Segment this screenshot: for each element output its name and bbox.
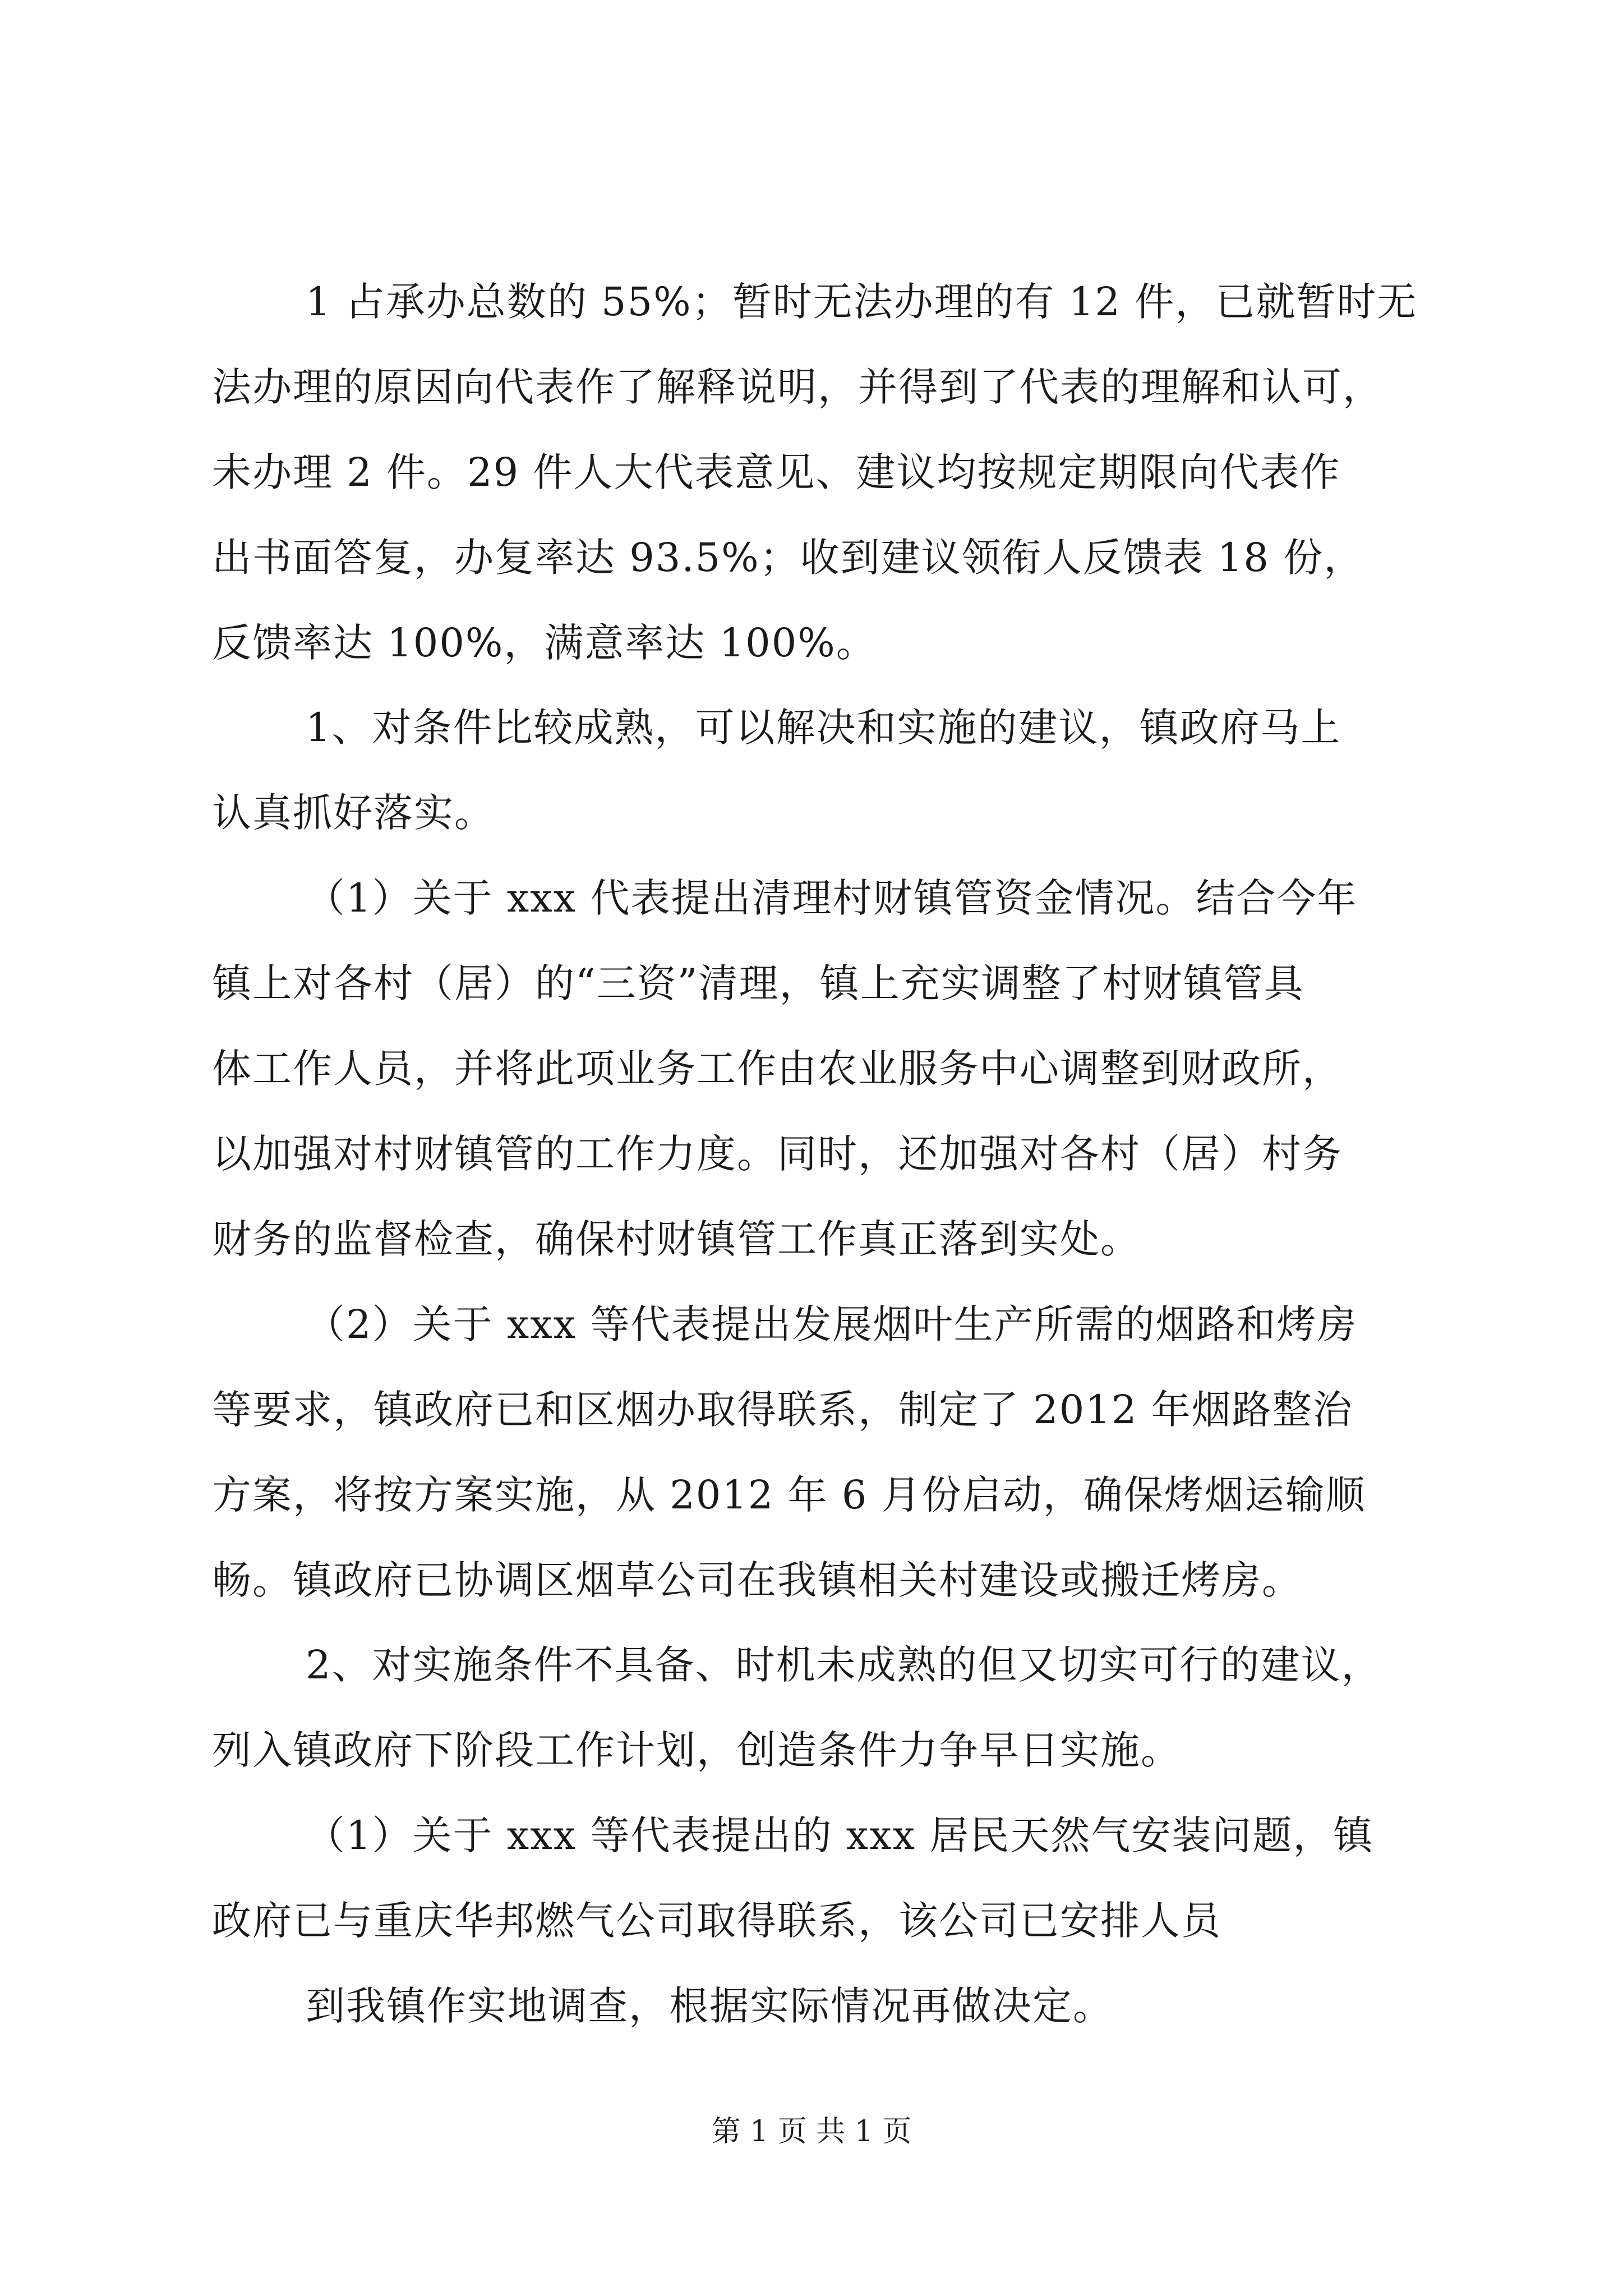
text-line: 等要求，镇政府已和区烟办取得联系，制定了 2012 年烟路整治 <box>212 1387 1353 1433</box>
text-line: 1、对条件比较成熟，可以解决和实施的建议，镇政府马上 <box>306 705 1341 751</box>
text-line: 以加强对村财镇管的工作力度。同时，还加强对各村（居）村务 <box>212 1131 1343 1177</box>
text-line: 方案，将按方案实施，从 2012 年 6 月份启动，确保烤烟运输顺 <box>212 1472 1366 1518</box>
text-line: 1 占承办总数的 55%；暂时无法办理的有 12 件，已就暂时无 <box>306 279 1418 325</box>
text-line: 畅。镇政府已协调区烟草公司在我镇相关村建设或搬迁烤房。 <box>212 1557 1302 1603</box>
text-line: 反馈率达 100%，满意率达 100%。 <box>212 620 877 666</box>
text-line: 到我镇作实地调查，根据实际情况再做决定。 <box>306 1983 1113 2029</box>
text-line: 列入镇政府下阶段工作计划，创造条件力争早日实施。 <box>212 1727 1181 1773</box>
text-line: 法办理的原因向代表作了解释说明，并得到了代表的理解和认可， <box>212 364 1383 410</box>
text-line: 未办理 2 件。29 件人大代表意见、建议均按规定期限向代表作 <box>212 449 1341 495</box>
text-line: 镇上对各村（居）的“三资”清理，镇上充实调整了村财镇管具 <box>212 960 1304 1006</box>
text-line: 政府已与重庆华邦燃气公司取得联系，该公司已安排人员 <box>212 1898 1221 1944</box>
text-line: （1）关于 xxx 代表提出清理村财镇管资金情况。结合今年 <box>306 875 1358 921</box>
text-line: 财务的监督检查，确保村财镇管工作真正落到实处。 <box>212 1216 1141 1262</box>
text-line: 2、对实施条件不具备、时机未成熟的但又切实可行的建议， <box>306 1642 1382 1688</box>
page-footer: 第 1 页 共 1 页 <box>711 2115 912 2148</box>
text-line: （2）关于 xxx 等代表提出发展烟叶生产所需的烟路和烤房 <box>306 1301 1358 1347</box>
text-line: 体工作人员，并将此项业务工作由农业服务中心调整到财政所， <box>212 1046 1343 1092</box>
text-line: 认真抓好落实。 <box>212 790 495 836</box>
text-line: 出书面答复，办复率达 93.5%；收到建议领衔人反馈表 18 份， <box>212 535 1364 581</box>
text-line: （1）关于 xxx 等代表提出的 xxx 居民天然气安装问题，镇 <box>306 1812 1374 1858</box>
